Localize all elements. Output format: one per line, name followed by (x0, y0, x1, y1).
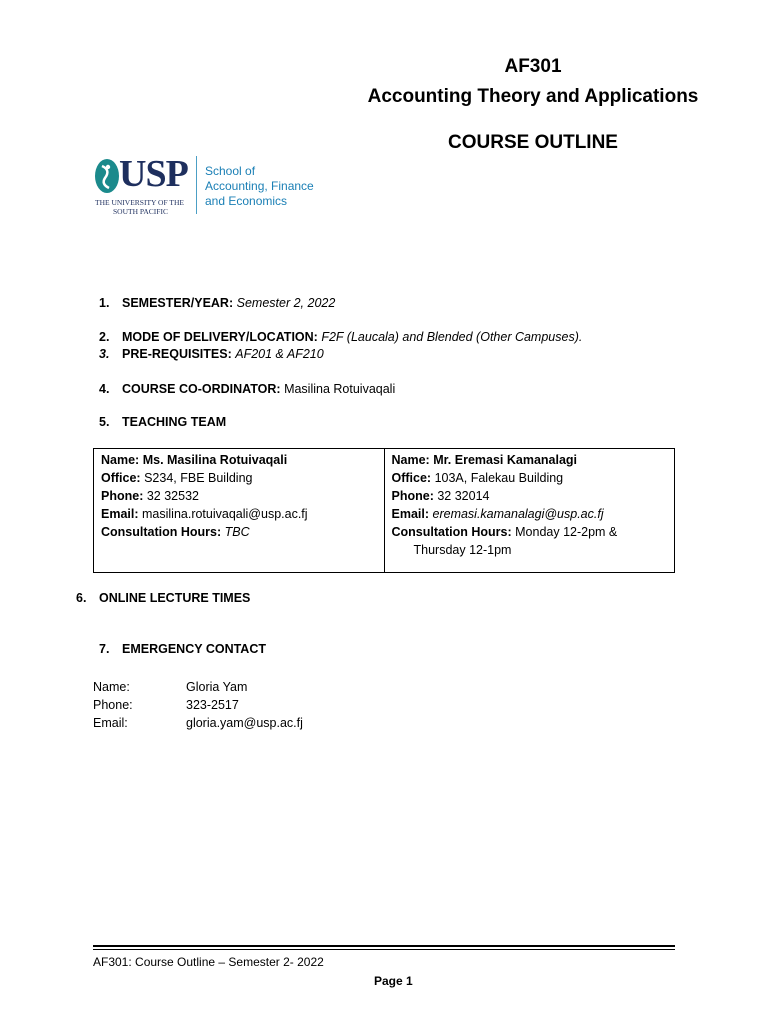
field-label: Phone: (391, 489, 434, 503)
field-label: Email: (101, 507, 139, 521)
field-label: Office: (391, 471, 432, 485)
section-number: 4. (99, 382, 110, 396)
teacher-card-right (384, 449, 675, 573)
section-online-lectures (76, 591, 250, 605)
section-label: PRE-REQUISITES: (122, 347, 232, 361)
usp-emblem-icon (93, 156, 121, 196)
field-label: Consultation Hours: (101, 525, 222, 539)
school-line3: and Economics (205, 194, 288, 208)
contact-label: Email: (93, 716, 128, 730)
section-number: 3. (99, 347, 110, 361)
field-label: Phone: (101, 489, 144, 503)
teacher-office: 103A, Falekau Building (434, 471, 564, 485)
section-label: SEMESTER/YEAR: (122, 296, 234, 310)
document-title: COURSE OUTLINE (448, 132, 618, 153)
section-delivery (99, 330, 582, 344)
contact-email[interactable]: gloria.yam@usp.ac.fj (186, 716, 303, 730)
teacher-email[interactable]: masilina.rotuivaqali@usp.ac.fj (142, 507, 308, 521)
contact-phone: 323-2517 (186, 698, 239, 712)
teacher-hours-line2: Thursday 12-1pm (413, 543, 512, 557)
field-label: Office: (101, 471, 141, 485)
school-line1: School of (205, 164, 256, 178)
footer-text: AF301: Course Outline – Semester 2- 2022 (93, 955, 324, 969)
coordinator-value: Masilina Rotuivaqali (284, 382, 396, 396)
section-label: ONLINE LECTURE TIMES (99, 591, 251, 605)
field-label: Consultation Hours: (391, 525, 512, 539)
semester-value: Semester 2, 2022 (236, 296, 336, 310)
section-semester (99, 296, 335, 310)
section-emergency-contact (99, 642, 266, 656)
contact-label: Name: (93, 680, 130, 694)
course-code: AF301 (504, 56, 562, 77)
emergency-contact-details (93, 678, 303, 732)
section-label: MODE OF DELIVERY/LOCATION: (122, 330, 318, 344)
teacher-phone: 32 32532 (146, 489, 199, 503)
section-number: 6. (76, 591, 87, 605)
section-label: COURSE CO-ORDINATOR: (122, 382, 281, 396)
teacher-name: Ms. Masilina Rotuivaqali (142, 453, 288, 467)
logo-university-line1: THE UNIVERSITY OF THE (95, 198, 184, 207)
section-number: 5. (99, 415, 110, 429)
section-number: 2. (99, 330, 110, 344)
section-label: EMERGENCY CONTACT (122, 642, 266, 656)
footer-rule (93, 945, 675, 947)
delivery-value: F2F (Laucala) and Blended (Other Campuses). (321, 330, 583, 344)
logo-divider (196, 156, 197, 214)
contact-label: Phone: (93, 698, 133, 712)
section-teaching-team (99, 415, 226, 429)
school-line2: Accounting, Finance (205, 179, 314, 193)
field-label: Email: (391, 507, 430, 521)
logo-university-line2: SOUTH PACIFIC (113, 207, 168, 216)
teacher-hours: TBC (224, 525, 250, 539)
section-label: TEACHING TEAM (122, 415, 227, 429)
teacher-office: S234, FBE Building (144, 471, 253, 485)
section-prerequisites (99, 347, 324, 361)
section-coordinator (99, 382, 395, 396)
section-number: 7. (99, 642, 110, 656)
page-number: Page 1 (374, 974, 413, 988)
teacher-card-left (94, 449, 385, 573)
prerequisites-value: AF201 & AF210 (235, 347, 324, 361)
teacher-email[interactable]: eremasi.kamanalagi@usp.ac.fj (432, 507, 604, 521)
teaching-team-table (93, 448, 675, 573)
section-number: 1. (99, 296, 110, 310)
logo-abbrev: USP (119, 153, 188, 195)
footer-rule-thin (93, 949, 675, 950)
teacher-name: Mr. Eremasi Kamanalagi (433, 453, 578, 467)
field-label: Name: (101, 453, 140, 467)
teacher-phone: 32 32014 (437, 489, 490, 503)
course-name: Accounting Theory and Applications (367, 86, 699, 107)
field-label: Name: (391, 453, 430, 467)
logo-school-name (205, 164, 314, 209)
contact-name: Gloria Yam (186, 680, 248, 694)
usp-logo (93, 153, 323, 218)
teacher-hours: Monday 12-2pm & (515, 525, 618, 539)
